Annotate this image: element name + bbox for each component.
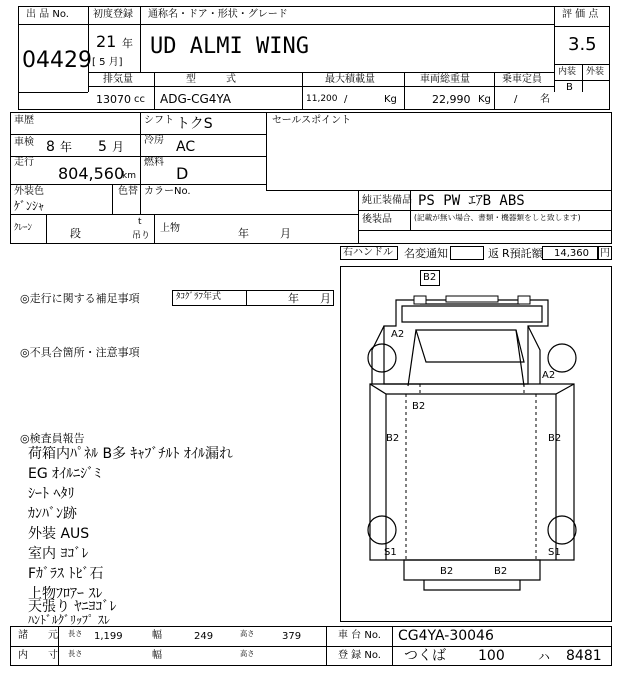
max-load-label: 最大積載量	[325, 74, 375, 85]
capacity-label: 乗車定員	[502, 74, 542, 85]
gross-weight-value: 22,990	[432, 93, 471, 106]
ext-color-value: ｹﾞﾝｼｬ	[14, 199, 45, 213]
inspector-line-10: ﾊﾝﾄﾞﾙｸﾞﾘｯﾌﾟ ｽﾚ	[28, 613, 110, 627]
recycle-label: R預託額	[502, 247, 543, 260]
reg-label: 登 録 No.	[338, 650, 381, 661]
equipment-label: 純正装備品	[362, 195, 412, 206]
score-value: 3.5	[568, 34, 597, 55]
max-load-sep: /	[344, 94, 348, 105]
inner-dims-label: 内 寸	[18, 650, 58, 661]
inspector-line-4: ｶﾝﾊﾞﾝ跡	[28, 506, 77, 522]
inspection-year-unit: 年	[60, 140, 73, 154]
aftermarket-note: (記載が無い場合、書類・機器類をしと致します)	[414, 214, 581, 223]
reg-class: 100	[478, 648, 505, 664]
capacity-sep: /	[514, 94, 518, 105]
recycle-unit: 円	[600, 248, 610, 259]
inspector-line-8: 上物ﾌﾛｱｰ ｽﾚ	[28, 586, 103, 602]
height-label: 高さ	[240, 630, 255, 639]
model-name: UD ALMI WING	[150, 34, 309, 59]
tacho-month: 月	[320, 292, 331, 305]
gross-weight-unit: Kg	[478, 94, 491, 105]
mount-month: 月	[280, 227, 291, 240]
defects-label: ◎不具合箇所・注意事項	[20, 346, 140, 359]
capacity-unit: 名	[540, 94, 550, 105]
chassis-label: 車 台 No.	[338, 630, 381, 641]
inspector-line-6: 室内 ﾖｺﾞﾚ	[28, 546, 89, 562]
dims-label: 諸 元	[18, 630, 58, 641]
damage-mark-bottom-right: B2	[494, 566, 508, 577]
first-reg-month: [ 5 月]	[92, 57, 123, 68]
inspector-line-5: 外装 AUS	[28, 526, 90, 542]
sales-point-label: セールスポイント	[272, 115, 352, 126]
history-label: 車歴	[14, 115, 34, 126]
damage-mark-bottom-left: B2	[440, 566, 454, 577]
first-reg-label: 初度登録	[93, 9, 133, 20]
crane-hook: 吊り	[132, 231, 151, 241]
fuel-label: 燃料	[144, 157, 164, 168]
exterior-label: 外装	[586, 67, 605, 77]
mileage-unit: km	[122, 171, 136, 181]
displacement-label: 排気量	[103, 74, 133, 85]
first-reg-year-unit: 年	[122, 37, 133, 50]
ac-label: 冷房	[144, 135, 164, 146]
inner-width-label: 幅	[152, 650, 162, 661]
shift-value: トクS	[176, 116, 213, 132]
displacement-value: 13070	[96, 93, 131, 106]
crane-stage-unit: 段	[70, 227, 81, 240]
displacement-unit: cc	[134, 94, 145, 105]
mount-year: 年	[238, 227, 249, 240]
fuel-value: D	[176, 164, 189, 183]
rhd-label: 右ハンドル	[343, 247, 393, 258]
model-code-value: ADG-CG4YA	[160, 92, 231, 106]
first-reg-year: 21	[96, 32, 117, 51]
damage-mark-front-right: A2	[542, 370, 556, 381]
color-change-label: 色替	[118, 186, 138, 197]
crane-ton: t	[138, 217, 142, 227]
mount-label: 上物	[160, 223, 180, 234]
inspection-year: 8	[46, 139, 55, 155]
reg-area: つくば	[404, 648, 446, 664]
inner-height-label: 高さ	[240, 650, 255, 659]
recycle-value: 14,360	[554, 248, 589, 259]
inspector-line-3: ｼｰﾄ ﾍﾀﾘ	[28, 486, 75, 502]
inspector-line-2: EG ｵｲﾙﾆｼﾞﾐ	[28, 466, 102, 482]
shift-label: シフト	[144, 115, 174, 126]
width-label: 幅	[152, 630, 162, 641]
length-label: 長さ	[68, 630, 83, 639]
interior-label: 内装	[558, 67, 577, 77]
damage-mark-front-left: A2	[391, 329, 405, 340]
score-label: 評 価 点	[562, 9, 599, 20]
aftermarket-label: 後装品	[362, 214, 392, 225]
model-code-label: 型 式	[186, 74, 236, 85]
damage-mark-top: B2	[423, 272, 437, 283]
ext-color-label: 外装色	[14, 186, 44, 197]
damage-mark-body-inner-left: B2	[412, 401, 426, 412]
inspector-line-1: 荷箱内ﾊﾟﾈﾙ B多 ｷｬﾌﾞﾁﾙﾄ ｵｲﾙ漏れ	[28, 446, 233, 462]
damage-mark-body-right: B2	[548, 433, 562, 444]
lot-number: 04429	[22, 48, 92, 73]
inner-length-label: 長さ	[68, 650, 83, 659]
inspector-report-label: ◎検査員報告	[20, 432, 85, 445]
return-label: 返	[488, 247, 499, 260]
driving-notes-label: ◎走行に関する補足事項	[20, 292, 140, 305]
model-name-label: 通称名・ドア・形状・グレード	[148, 9, 288, 20]
inspector-line-9: 天張り ﾔﾆﾖｺﾞﾚ	[28, 599, 117, 615]
gross-weight-label: 車両総重量	[420, 74, 470, 85]
equipment-value: PS PW ｴｱB ABS	[418, 193, 525, 209]
tacho-year: 年	[288, 292, 299, 305]
tacho-label: ﾀｺｸﾞﾗﾌ年式	[176, 292, 222, 302]
damage-mark-body-left: B2	[386, 433, 400, 444]
damage-mark-rear-right: S1	[548, 547, 561, 558]
width-value: 249	[194, 631, 214, 642]
reg-number: 8481	[566, 648, 602, 664]
lot-no-label: 出 品 No.	[26, 9, 69, 20]
name-change-label: 名変通知	[404, 247, 448, 260]
crane-label: ｸﾚｰﾝ	[14, 223, 33, 233]
inspection-month: 5	[98, 139, 107, 155]
max-load-value: 11,200	[306, 94, 338, 104]
interior-grade: B	[566, 82, 573, 93]
color-no-label: カラーNo.	[144, 186, 191, 197]
mileage-value: 804,560	[58, 164, 125, 183]
inspection-label: 車検	[14, 137, 34, 148]
inspector-line-7: Fｶﾞﾗｽ ﾄﾋﾞ石	[28, 566, 104, 582]
damage-mark-rear-left: S1	[384, 547, 397, 558]
reg-kana: ハ	[538, 650, 551, 664]
mileage-label: 走行	[14, 157, 34, 168]
inspection-month-unit: 月	[112, 140, 125, 154]
ac-value: AC	[176, 139, 196, 155]
max-load-unit: Kg	[384, 94, 397, 105]
height-value: 379	[282, 631, 302, 642]
length-value: 1,199	[94, 631, 123, 642]
chassis-value: CG4YA-30046	[398, 628, 494, 644]
